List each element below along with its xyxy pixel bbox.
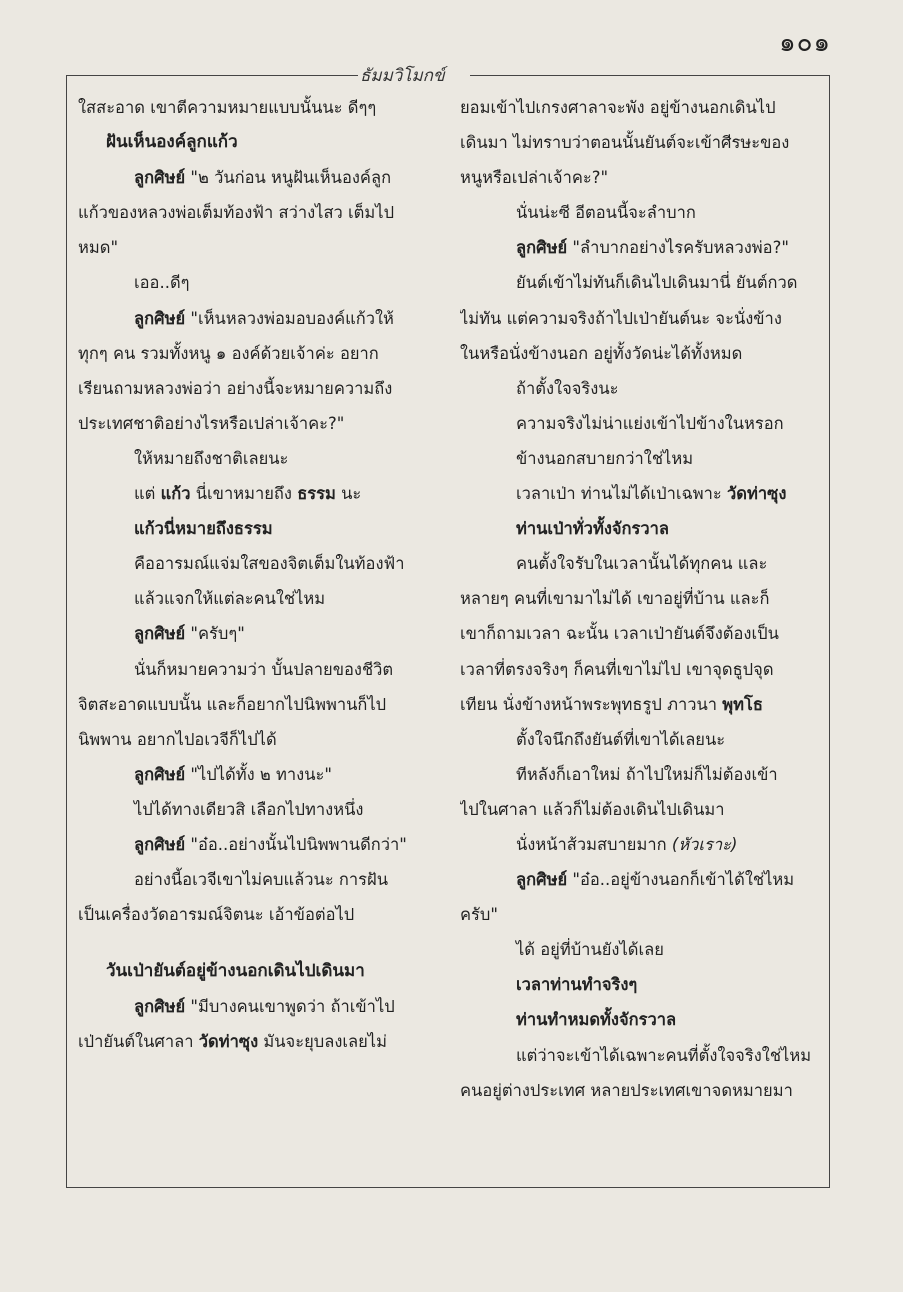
text-line [78,90,446,125]
text-run: ถ้าตั้งใจจริงนะ [516,378,619,398]
bold-term: ลูกศิษย์ [134,308,186,328]
text-run: นิพพาน อยากไปอเวจีก็ไปได้ [78,729,277,749]
text-line [460,581,820,616]
text-run: ให้หมายถึงชาติเลยนะ [134,448,289,468]
text-line [78,827,446,862]
text-run: แก้วของหลวงพ่อเต็มท้องฟ้า สว่างไสว เต็มไป [78,203,395,223]
text-run: แต่ว่าจะเข้าได้เฉพาะคนที่ตั้งใจจริงใช่ไหม [516,1045,812,1065]
text-line [78,546,446,581]
bold-term: แก้ว [160,484,191,504]
text-run: ความจริงไม่น่าแย่งเข้าไปข้างในหรอก [516,413,784,433]
bold-term: วันเป่ายันต์อยู่ข้างนอกเดินไปเดินมา [106,961,365,982]
text-line [78,581,446,616]
text-line [460,687,820,722]
text-line [460,792,820,827]
text-run: "มีบางคนเขาพูดว่า ถ้าเข้าไป [185,997,395,1017]
text-line [460,757,820,792]
text-run: เป็นเครื่องวัดอารมณ์จิตนะ เอ้าข้อต่อไป [78,905,355,925]
text-run: แล้วแจกให้แต่ละคนใช่ไหม [134,589,326,609]
text-line [78,441,446,476]
text-run: นะ [335,484,362,504]
text-run: อย่างนี้อเวจีเขาไม่คบแล้วนะ การฝัน [134,870,388,890]
section-heading [78,954,446,989]
text-run: นั่นก็หมายความว่า บั้นปลายของชีวิต [134,659,394,679]
text-run: หมด" [78,238,119,258]
text-line [78,406,446,441]
bold-term: แก้วนี่หมายถึงธรรม [134,519,273,539]
text-run: เทียน นั่งข้างหน้าพระพุทธรูป ภาวนา [460,694,723,714]
text-line [460,862,820,897]
bold-term: ลูกศิษย์ [516,870,568,890]
text-line [460,897,820,932]
text-line [460,1038,820,1073]
text-run: "ครับๆ" [185,624,245,644]
bold-term: ลูกศิษย์ [134,997,186,1017]
text-line [78,476,446,511]
text-line [460,1002,820,1037]
text-run: "อ๋อ..อย่างนั้นไปนิพพานดีกว่า" [185,834,407,854]
right-column [460,90,820,1108]
text-line [460,476,820,511]
text-line [460,722,820,757]
bold-term: ลูกศิษย์ [516,238,568,258]
text-run: ได้ อยู่ที่บ้านยังได้เลย [516,940,664,960]
text-line [78,862,446,897]
text-run: "๒ วันก่อน หนูฝันเห็นองค์ลูก [185,168,392,188]
text-run: ยันต์เข้าไม่ทันก็เดินไปเดินมานี่ ยันต์กวด [516,273,798,293]
text-run: คนอยู่ต่างประเทศ หลายประเทศเขาจดหมายมา [460,1080,793,1100]
text-line [78,792,446,827]
text-run: ตั้งใจนึกถึงยันต์ที่เขาได้เลยนะ [516,729,726,749]
text-line [78,230,446,265]
text-run: เวลาเป่า ท่านไม่ได้เป่าเฉพาะ [516,484,728,504]
bold-term: ลูกศิษย์ [134,834,186,854]
text-line [78,371,446,406]
text-run: "อ๋อ..อยู่ข้างนอกก็เข้าได้ใช่ไหม [567,870,795,890]
text-run: เดินมา ไม่ทราบว่าตอนนั้นยันต์จะเข้าศีรษะของ [460,133,790,153]
text-run: มันจะยุบลงเลยไม่ [258,1032,387,1052]
bold-term: วัดท่าซุง [198,1032,259,1052]
text-line [78,687,446,722]
text-run: เรียนถามหลวงพ่อว่า อย่างนี้จะหมายความถึง [78,378,393,398]
bold-term: เวลาท่านทำจริงๆ [516,975,638,995]
text-run: ทีหลังก็เอาใหม่ ถ้าไปใหม่ก็ไม่ต้องเข้า [516,764,778,784]
text-run: ในหรือนั่งข้างนอก อยู่ทั้งวัดน่ะได้ทั้งหมด [460,343,743,363]
text-line [78,301,446,336]
text-line [460,336,820,371]
text-run: แต่ [134,484,161,504]
text-line [460,967,820,1002]
text-line [78,336,446,371]
text-run: ไปได้ทางเดียวสิ เลือกไปทางหนึ่ง [134,799,364,819]
text-run: จิตสะอาดแบบนั้น และก็อยากไปนิพพานก็ไป [78,694,387,714]
text-line [78,265,446,300]
spacer [78,932,446,954]
text-run: ข้างนอกสบายกว่าใช่ไหม [516,448,694,468]
text-line [78,195,446,230]
bold-term: ท่านทำหมดทั้งจักรวาล [516,1010,677,1030]
text-run: คืออารมณ์แจ่มใสของจิตเต็มในท้องฟ้า [134,554,405,574]
text-line [78,757,446,792]
text-run: ไม่ทัน แต่ความจริงถ้าไปเป่ายันต์นะ จะนั่งข้าง [460,308,782,328]
bold-term: วัดท่าซุง [727,484,787,504]
page-number: ๑๐๑ [779,28,831,58]
text-line [460,616,820,651]
text-line [460,932,820,967]
text-line [78,989,446,1024]
text-line [460,90,820,125]
text-run: หลายๆ คนที่เขามาไม่ได้ เขาอยู่ที่บ้าน และก็ [460,589,770,609]
text-line [460,125,820,160]
text-run: เป่ายันต์ในศาลา [78,1032,199,1052]
text-line [460,546,820,581]
text-run: เวลาที่ตรงจริงๆ ก็คนที่เขาไม่ไป เขาจุดธูปจุด [460,659,774,679]
text-line [460,652,820,687]
text-line [460,195,820,230]
text-line [460,511,820,546]
text-line [460,827,820,862]
text-line [78,160,446,195]
text-run: นี่เขาหมายถึง [190,484,298,504]
text-line [460,371,820,406]
bold-term: ธรรม [297,484,336,504]
italic-note: (หัวเราะ) [671,834,738,854]
text-run: เออ..ดีๆ [134,273,190,293]
text-run: ยอมเข้าไปเกรงศาลาจะพัง อยู่ข้างนอกเดินไป [460,98,776,117]
left-column [78,90,446,1060]
text-line [78,897,446,932]
text-line [460,230,820,265]
text-run: คนตั้งใจรับในเวลานั้นได้ทุกคน และ [516,554,768,574]
bold-term: ท่านเป่าทั่วทั้งจักรวาล [516,519,670,539]
text-line [78,722,446,757]
text-line [78,1024,446,1059]
text-run: "เห็นหลวงพ่อมอบองค์แก้วให้ [185,308,394,328]
text-line [460,265,820,300]
text-line [78,652,446,687]
bold-term: ลูกศิษย์ [134,624,186,644]
text-line [460,406,820,441]
text-line [460,301,820,336]
bold-term: พุทโธ [722,694,763,714]
text-line [78,511,446,546]
text-line [460,160,820,195]
section-heading [78,125,446,160]
text-run: นั่งหน้าส้วมสบายมาก [516,834,672,854]
text-run: ทุกๆ คน รวมทั้งหนู ๑ องค์ด้วยเจ้าค่ะ อยาก [78,343,379,363]
text-run: ใสสะอาด เขาตีความหมายแบบนั้นนะ ดีๆๆ [78,98,377,117]
bold-term: ลูกศิษย์ [134,764,186,784]
text-line [78,616,446,651]
text-run: "ลำบากอย่างไรครับหลวงพ่อ?" [567,238,789,258]
text-run: "ไปได้ทั้ง ๒ ทางนะ" [185,764,332,784]
bold-term: ฝันเห็นองค์ลูกแก้ว [106,132,238,153]
bold-term: ลูกศิษย์ [134,168,186,188]
text-run: เขาก็ถามเวลา ฉะนั้น เวลาเป่ายันต์จึงต้องเป็น [460,624,779,644]
text-run: ไปในศาลา แล้วก็ไม่ต้องเดินไปเดินมา [460,799,725,819]
text-run: นั่นน่ะซี อีตอนนี้จะลำบาก [516,203,696,223]
text-run: ประเทศชาติอย่างไรหรือเปล่าเจ้าคะ?" [78,413,345,433]
text-run: หนูหรือเปล่าเจ้าคะ?" [460,168,609,188]
text-run: ครับ" [460,905,498,925]
text-line [460,441,820,476]
running-header: ธัมมวิโมกข์ [360,66,445,86]
text-line [460,1073,820,1108]
